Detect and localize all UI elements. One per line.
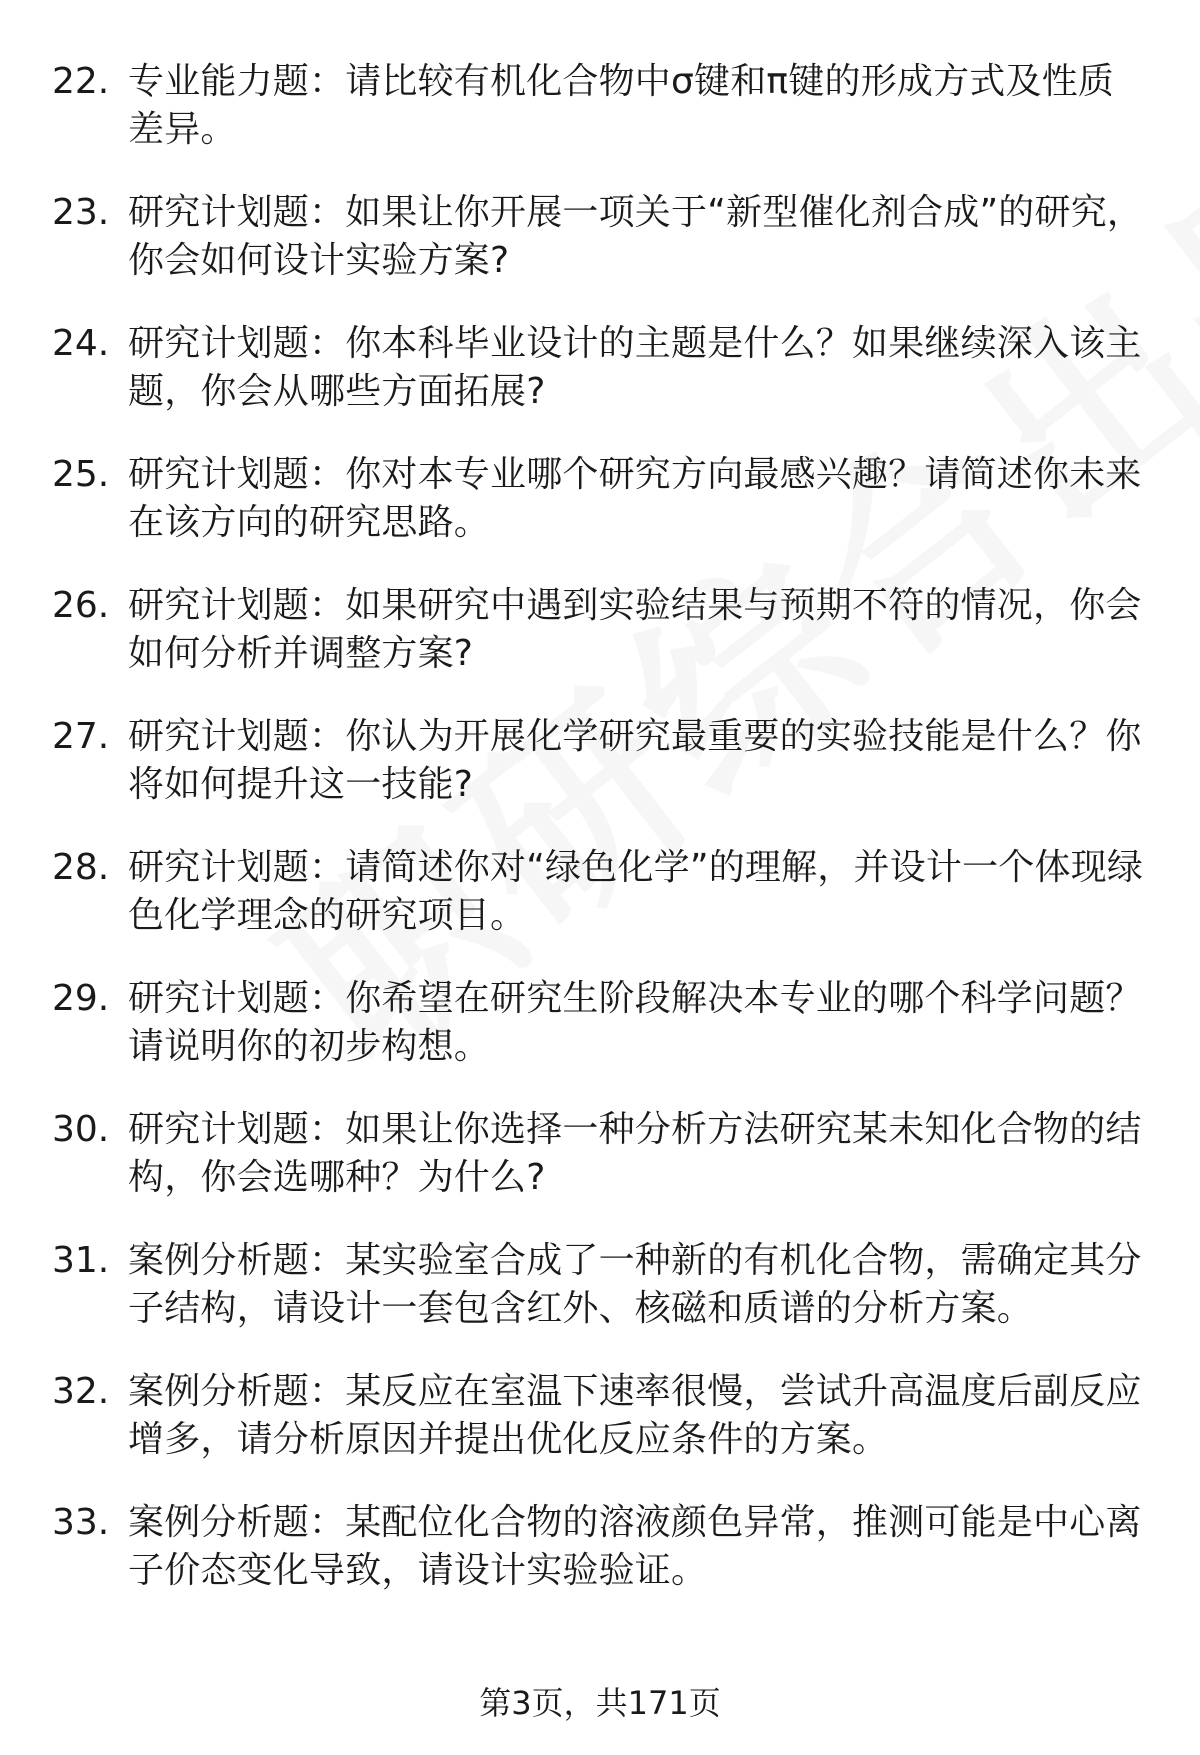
question-number: 25. xyxy=(52,454,110,495)
question-text: 研究计划题：你本科毕业设计的主题是什么？如果继续深入该主题，你会从哪些方面拓展? xyxy=(128,323,1142,412)
question-text: 研究计划题：如果让你开展一项关于“新型催化剂合成”的研究，你会如何设计实验方案? xyxy=(128,192,1144,281)
question-item xyxy=(0,975,1200,1106)
question-number: 33. xyxy=(52,1502,110,1543)
question-text: 研究计划题：你对本专业哪个研究方向最感兴趣？请简述你未来在该方向的研究思路。 xyxy=(128,454,1142,543)
question-number: 31. xyxy=(52,1240,110,1281)
question-item xyxy=(0,713,1200,844)
question-number: 29. xyxy=(52,978,110,1019)
question-number: 22. xyxy=(52,61,110,102)
question-number: 30. xyxy=(52,1109,110,1150)
question-number: 27. xyxy=(52,716,110,757)
question-text: 专业能力题：请比较有机化合物中σ键和π键的形成方式及性质差异。 xyxy=(128,61,1115,150)
question-item xyxy=(0,58,1200,189)
question-text: 研究计划题：你希望在研究生阶段解决本专业的哪个科学问题？请说明你的初步构想。 xyxy=(128,978,1142,1067)
question-text: 案例分析题：某配位化合物的溶液颜色异常，推测可能是中心离子价态变化导致，请设计实验验证。 xyxy=(128,1502,1142,1591)
question-number: 23. xyxy=(52,192,110,233)
question-number: 26. xyxy=(52,585,110,626)
question-number: 32. xyxy=(52,1371,110,1412)
question-text: 研究计划题：如果让你选择一种分析方法研究某未知化合物的结构，你会选哪种？为什么? xyxy=(128,1109,1142,1198)
question-text: 研究计划题：如果研究中遇到实验结果与预期不符的情况，你会如何分析并调整方案? xyxy=(128,585,1142,674)
question-item xyxy=(0,451,1200,582)
question-number: 28. xyxy=(52,847,110,888)
question-text: 案例分析题：某反应在室温下速率很慢，尝试升高温度后副反应增多，请分析原因并提出优化反应条件的方案。 xyxy=(128,1371,1142,1460)
question-item xyxy=(0,189,1200,320)
question-item xyxy=(0,1368,1200,1499)
question-item xyxy=(0,582,1200,713)
question-text: 案例分析题：某实验室合成了一种新的有机化合物，需确定其分子结构，请设计一套包含红外、核磁和质谱的分析方案。 xyxy=(128,1240,1142,1329)
question-list xyxy=(0,58,1200,1630)
question-number: 24. xyxy=(52,323,110,364)
question-item xyxy=(0,1499,1200,1630)
question-item xyxy=(0,1106,1200,1237)
question-text: 研究计划题：你认为开展化学研究最重要的实验技能是什么？你将如何提升这一技能? xyxy=(128,716,1142,805)
question-item xyxy=(0,844,1200,975)
question-text: 研究计划题：请简述你对“绿色化学”的理解，并设计一个体现绿色化学理念的研究项目。 xyxy=(128,847,1144,936)
question-item xyxy=(0,320,1200,451)
page-footer: 第3页，共171页 xyxy=(479,1684,721,1722)
question-item xyxy=(0,1237,1200,1368)
